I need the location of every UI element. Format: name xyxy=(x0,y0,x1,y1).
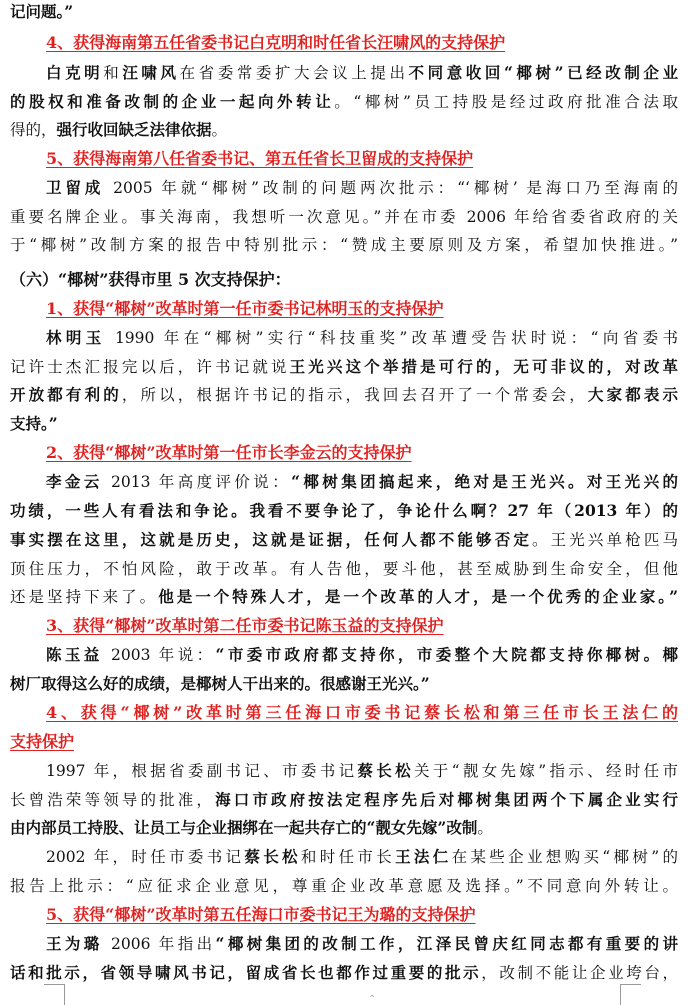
body-text-line xyxy=(10,118,678,142)
text-run: 1997 年，根据省委副书记、市委书记 xyxy=(46,762,358,780)
body-text-line xyxy=(46,176,678,200)
text-run: 1、获得“椰树”改革时第一任市委书记林明玉的支持保护 xyxy=(46,299,444,318)
chapter-heading xyxy=(10,268,678,292)
bold-text-run: 强行收回缺乏法律依据 xyxy=(56,120,212,139)
body-text-line xyxy=(10,90,678,114)
body-text-line xyxy=(10,816,678,840)
bold-text-run: 王为璐 xyxy=(46,934,103,953)
bold-text-run: 开放都有利的 xyxy=(10,385,122,404)
text-run: 在省委常委扩大会议上提出 xyxy=(179,64,409,82)
section-heading xyxy=(10,730,678,754)
text-run: 支持保护 xyxy=(10,732,75,751)
text-run: 得的， xyxy=(10,121,57,139)
bold-text-run: “市委市政府都支持你，市委整个大院都支持你椰树。椰 xyxy=(215,645,678,664)
text-run: 重要名牌企业。事关海南，我想听一次意见。”并在市委 2006 年给省委省政府的关 xyxy=(10,208,678,226)
bold-text-run: 记问题。” xyxy=(10,2,74,21)
text-run: 4、获得“椰树”改革时第三任海口市委书记蔡长松和第三任市长王法仁的 xyxy=(46,703,678,722)
body-text-line xyxy=(10,0,678,24)
text-run: 和 xyxy=(103,64,123,82)
body-text-line xyxy=(46,932,678,956)
bold-text-run: 话和批示，省领导啸风书记，留成省长也都作过重要的批示 xyxy=(10,963,482,982)
text-run: （六）“椰树”获得市里 5 次支持保护： xyxy=(10,270,291,289)
text-run: 。王光兴单枪匹马 xyxy=(531,531,678,549)
text-run: 2005 年就“椰树”改制的问题两次批示：“‘椰树’ 是海口乃至海南的 xyxy=(104,179,678,197)
bold-text-run: 的股权和准备改制的企业一起向外转让 xyxy=(10,92,335,111)
text-run: ，所以，根据许书记的指示，我回去召开了一个常委会， xyxy=(121,386,588,404)
text-run: 4、获得海南第五任省委书记白克明和时任省长汪啸风的支持保护 xyxy=(46,33,506,52)
bold-text-run: “椰树集团搞起来，绝对是王光兴。对王光兴的 xyxy=(291,472,678,491)
bold-text-run: 事实摆在这里，这就是历史，这就是证据，任何人都不能够否定 xyxy=(10,530,532,549)
body-text-line xyxy=(10,205,678,229)
body-text-line xyxy=(10,355,678,379)
bold-text-run: 大家都表示 xyxy=(587,385,678,404)
text-run: 2、获得“椰树”改革时第一任市长李金云的支持保护 xyxy=(46,443,412,462)
body-text-line xyxy=(10,383,678,407)
page-center-mark: ⌃ xyxy=(368,994,377,1005)
text-run: 还是坚持下来了。 xyxy=(10,588,159,606)
text-run: 。“椰树”员工持股是经过政府批准合法取 xyxy=(334,93,678,111)
text-run: 和时任市长 xyxy=(300,848,396,866)
bold-text-run: 他是一个特殊人才，是一个改革的人才，是一个优秀的企业家。” xyxy=(158,587,678,606)
text-run: 长曾浩荣等领导的批准， xyxy=(10,791,216,809)
section-heading xyxy=(46,701,678,725)
bold-text-run: 李金云 xyxy=(46,472,103,491)
body-text-line xyxy=(10,585,678,609)
body-text-line xyxy=(10,874,678,898)
body-text-line xyxy=(10,672,678,696)
text-run: 5、获得海南第八任省委书记、第五任省长卫留成的支持保护 xyxy=(46,149,474,168)
body-text-line xyxy=(46,326,678,350)
section-heading xyxy=(46,297,678,321)
text-run: 顶住压力，不怕风险，敢于改革。有人告他，要斗他，甚至威胁到生命安全，但他 xyxy=(10,560,678,578)
bold-text-run: 卫留成 xyxy=(46,178,105,197)
body-text-line xyxy=(46,470,678,494)
text-run: 2002 年，时任市委书记 xyxy=(46,848,245,866)
body-text-line xyxy=(46,643,678,667)
bold-text-run: 海口市政府按法定程序先后对椰树集团两个下属企业实行 xyxy=(215,790,678,809)
bold-text-run: 不同意收回“椰树”已经改制企业 xyxy=(408,63,678,82)
section-heading xyxy=(46,31,678,55)
section-heading xyxy=(46,903,678,927)
bold-text-run: 白克明 xyxy=(46,63,104,82)
text-run: 1990 年在“椰树”实行“科技重奖”改革遭受告状时说：“向省委书 xyxy=(105,329,678,347)
text-run: 。 xyxy=(477,819,493,837)
text-run: 。 xyxy=(211,121,228,139)
text-run: 于“椰树”改制方案的报告中特别批示：“赞成主要原则及方案，希望加快推进。” xyxy=(10,236,678,254)
text-run: 5、获得“椰树”改革时第五任海口市委书记王为璐的支持保护 xyxy=(46,905,476,924)
text-run: 报告上批示：“应征求企业意见，尊重企业改革意愿及选择。”不同意向外转让。 xyxy=(10,877,678,895)
text-run: 2003 年说： xyxy=(102,646,216,664)
body-text-line xyxy=(10,233,678,257)
body-text-line xyxy=(10,499,678,523)
bold-text-run: “椰树集团的改制工作，江泽民曾庆红同志都有重要的讲 xyxy=(215,934,678,953)
body-text-line xyxy=(46,759,678,783)
bold-text-run: 汪啸风 xyxy=(122,63,180,82)
section-heading xyxy=(46,614,678,638)
body-text-line xyxy=(10,788,678,812)
bold-text-run: 支持。” xyxy=(10,414,58,433)
text-run: 3、获得“椰树”改革时第二任市委书记陈玉益的支持保护 xyxy=(46,616,444,635)
body-text-line xyxy=(10,557,678,581)
text-run: 关于“靓女先嫁”指示、经时任市 xyxy=(413,762,678,780)
page-corner-mark-right xyxy=(620,984,641,1005)
body-text-line xyxy=(10,412,678,436)
text-run: 2013 年高度评价说： xyxy=(102,473,292,491)
bold-text-run: 陈玉益 xyxy=(46,645,103,664)
bold-text-run: 林明玉 xyxy=(46,328,106,347)
text-run: ，改制不能让企业垮台， xyxy=(481,964,678,982)
text-run: 记许士杰汇报完以后，许书记就说 xyxy=(10,358,290,376)
text-run: 在某些企业想购买“椰树”的 xyxy=(451,848,678,866)
bold-text-run: 蔡长松 xyxy=(244,847,301,866)
body-text-line xyxy=(10,961,678,985)
body-text-line xyxy=(46,845,678,869)
section-heading xyxy=(46,441,678,465)
bold-text-run: 树厂取得这么好的成绩，是椰树人干出来的。很感谢王光兴。” xyxy=(10,674,430,693)
body-text-line xyxy=(10,528,678,552)
bold-text-run: 由内部员工持股、让员工与企业捆绑在一起共存亡的“靓女先嫁”改制 xyxy=(10,818,478,837)
bold-text-run: 功绩，一些人有看法和争论。我看不要争论了，争论什么啊？27 年（2013 年）的 xyxy=(10,501,678,520)
body-text-line xyxy=(46,61,678,85)
page-corner-mark-left xyxy=(44,984,65,1005)
section-heading xyxy=(46,147,678,171)
text-run: 2006 年指出 xyxy=(102,935,216,953)
bold-text-run: 王法仁 xyxy=(395,847,452,866)
bold-text-run: 王光兴这个举措是可行的，无可非议的，对改革 xyxy=(289,357,678,376)
bold-text-run: 蔡长松 xyxy=(357,761,414,780)
